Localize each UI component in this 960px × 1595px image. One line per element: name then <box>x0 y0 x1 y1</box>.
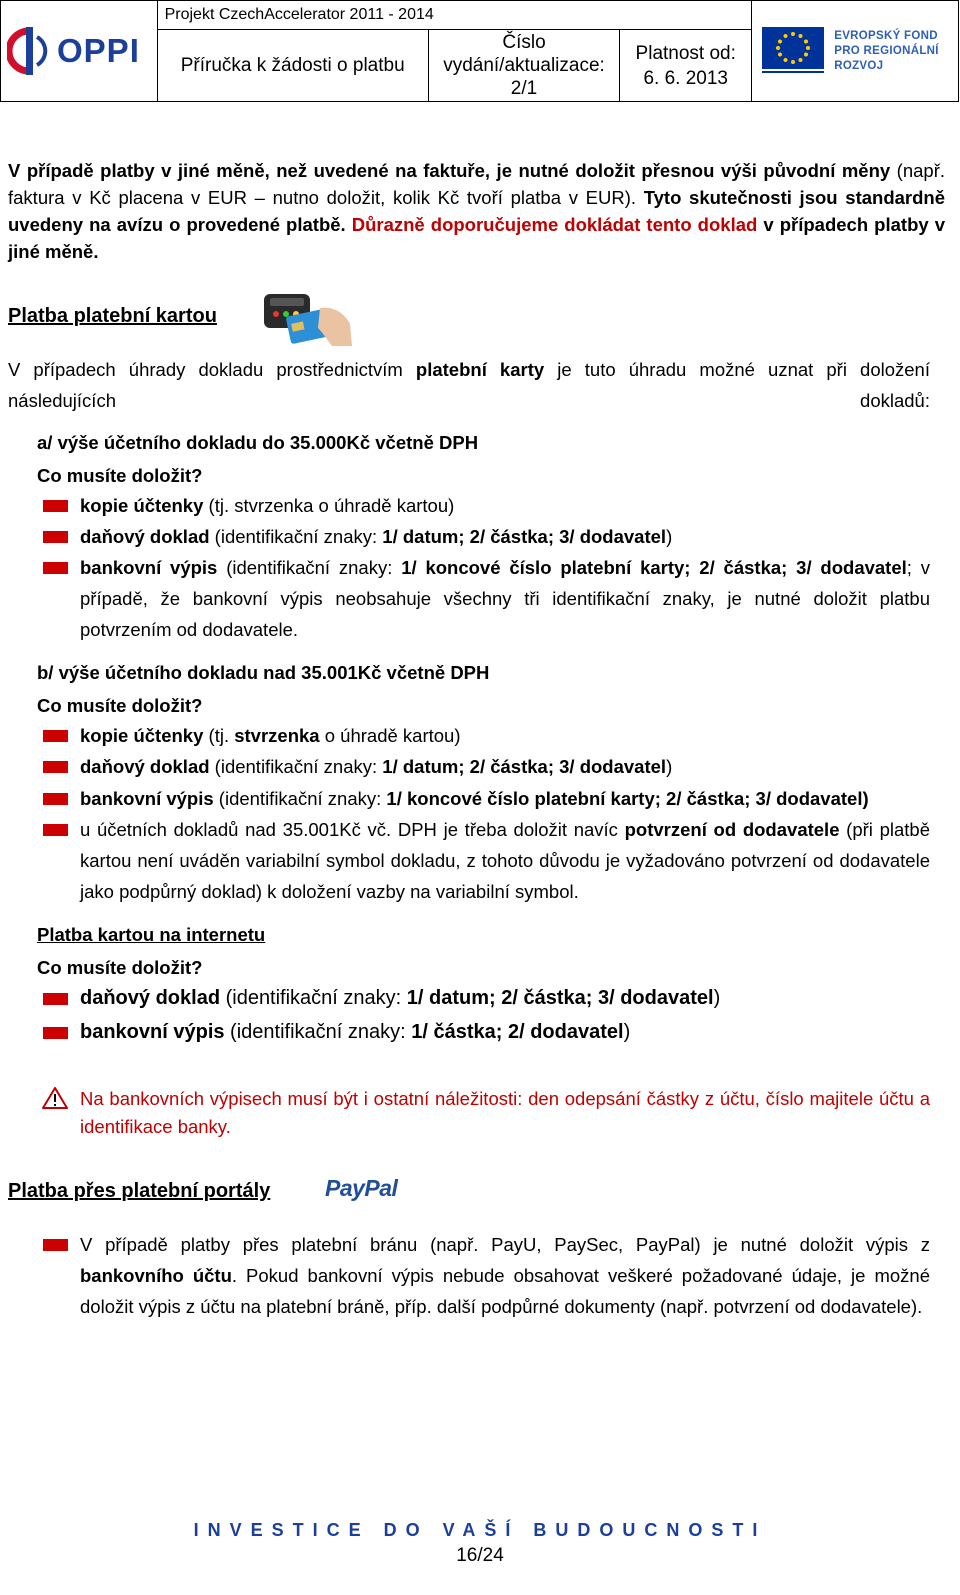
b-item-3: bankovní výpis (identifikační znaky: 1/ koncové číslo platební karty; 2/ částka; 3/ dodavatel) <box>80 788 869 809</box>
a-item-2: daňový doklad (identifikační znaky: 1/ datum; 2/ částka; 3/ dodavatel) <box>80 526 673 547</box>
oppi-logo <box>1 1 158 102</box>
bullet-square <box>43 793 68 805</box>
project-name: Projekt CzechAccelerator 2011 - 2014 <box>157 1 752 30</box>
warning-icon <box>42 1087 68 1109</box>
currency-paragraph: V případě platby v jiné měně, než uvedené na faktuře, je nutné doložit přesnou výši původní měny (např. faktura v Kč placena v EUR – nutno doložit, kolik Kč tvoří platba v EUR). Tyto skutečnosti jsou standardně uvedeny na avízu o provedené platbě. Důrazně doporučujeme dokládat tento doklad v případech platby v jiné měně. <box>8 160 946 262</box>
subsection-a-title: a/ výše účetního dokladu do 35.000Kč včetně DPH <box>37 432 479 453</box>
eu-fund-text: EVROPSKÝ FOND PRO REGIONÁLNÍ ROZVOJ <box>834 29 939 72</box>
section-title-portal: Platba přes platební portály <box>8 1180 271 1202</box>
oppi-logo-icon <box>7 27 51 75</box>
section-title-internet: Platba kartou na internetu <box>37 924 266 945</box>
b-item-1: kopie účtenky (tj. stvrzenka o úhradě kartou) <box>80 725 461 746</box>
b-item-2: daňový doklad (identifikační znaky: 1/ datum; 2/ částka; 3/ dodavatel) <box>80 756 673 777</box>
paypal-logo: PayPal <box>325 1175 398 1201</box>
internet-item-2: bankovní výpis (identifikační znaky: 1/ částka; 2/ dodavatel) <box>80 1021 631 1043</box>
b-item-4: u účetních dokladů nad 35.001Kč vč. DPH je třeba doložit navíc potvrzení od dodavatele (při platbě kartou není uváděn variabilní symbol dokladu, z tohoto důvodu je vyžadováno potvrzení od dodavatele jako podpůrný doklad) k doložení vazby na variabilní symbol. <box>80 819 930 902</box>
bullet-square <box>43 993 68 1005</box>
card-terminal-icon <box>262 288 354 348</box>
eu-fund-logo <box>752 1 959 102</box>
section-title-card: Platba platební kartou <box>8 305 217 327</box>
bullet-square <box>43 761 68 773</box>
warning-text: Na bankovních výpisech musí být i ostatní náležitosti: den odepsání částky z účtu, číslo majitele účtu a identifikace banky. <box>80 1088 930 1137</box>
page-number: 16/24 <box>456 1545 504 1566</box>
bullet-square <box>43 1239 68 1251</box>
validity-cell: Platnost od: 6. 6. 2013 <box>620 30 752 102</box>
document-title: Příručka k žádosti o platbu <box>157 30 428 102</box>
version-cell: Číslo vydání/aktualizace: 2/1 <box>428 30 619 102</box>
bullet-square <box>43 824 68 836</box>
a-item-1: kopie účtenky (tj. stvrzenka o úhradě kartou) <box>80 495 455 516</box>
eu-flag-icon <box>762 27 824 75</box>
a-item-3: bankovní výpis (identifikační znaky: 1/ koncové číslo platební karty; 2/ částka; 3/ dodavatel; v případě, že bankovní výpis neobsahuje všechny tři identifikační znaky, je nutné doložit platbu potvrzením od dodavatele. <box>80 557 931 640</box>
bullet-square <box>43 531 68 543</box>
document-header <box>0 0 959 102</box>
card-intro-line1: V případech úhrady dokladu prostřednictvím platební karty je tuto úhradu možné uznat při doložení následujících dokladů: <box>8 359 930 411</box>
bullet-square <box>43 562 68 574</box>
internet-item-1: daňový doklad (identifikační znaky: 1/ datum; 2/ částka; 3/ dodavatel) <box>80 987 721 1009</box>
footer-motto: INVESTICE DO VAŠÍ BUDOUCNOSTI <box>193 1520 767 1540</box>
portal-paragraph: V případě platby přes platební bránu (např. PayU, PaySec, PayPal) je nutné doložit výpis z bankovního účtu. Pokud bankovní výpis nebude obsahovat veškeré požadované údaje, je možné doložit výpis z účtu na platební bráně, příp. další podpůrné dokumenty (např. potvrzení od dodavatele). <box>80 1234 930 1317</box>
bullet-square <box>43 1027 68 1039</box>
what-to-submit-b: Co musíte doložit? <box>37 695 203 716</box>
what-to-submit-internet: Co musíte doložit? <box>37 957 203 978</box>
bullet-square <box>43 500 68 512</box>
bullet-square <box>43 730 68 742</box>
oppi-logo-text: OPPI <box>57 32 140 69</box>
subsection-b-title: b/ výše účetního dokladu nad 35.001Kč včetně DPH <box>37 662 490 683</box>
what-to-submit-a: Co musíte doložit? <box>37 465 203 486</box>
